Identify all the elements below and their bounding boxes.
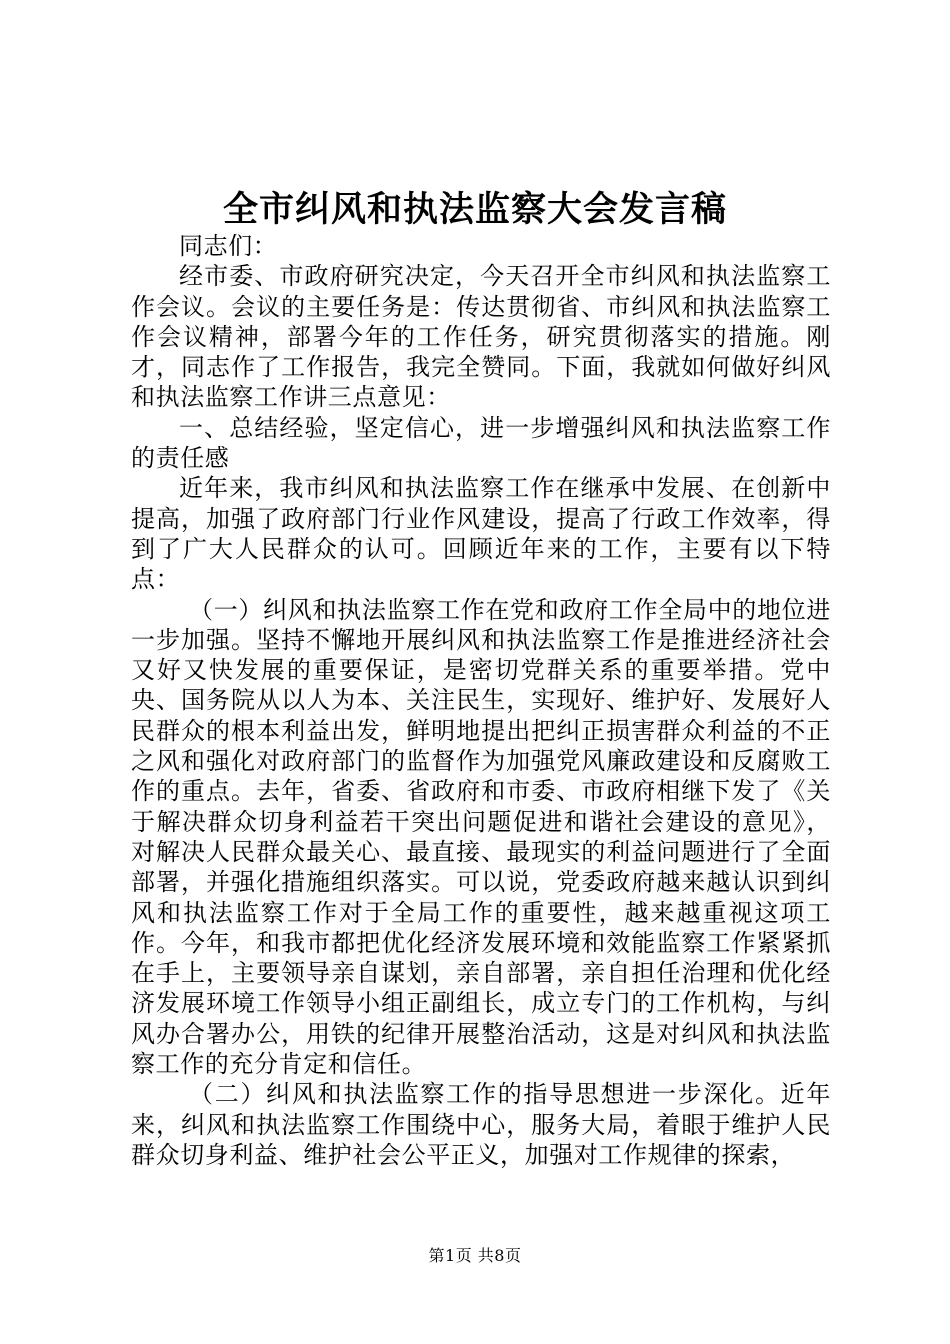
subsection-paragraph-1: （一）纠风和执法监察工作在党和政府工作全局中的地位进一步加强。坚持不懈地开展纠风和执法监察工作是推进经济社会又好又快发展的重要保证，是密切党群关系的重要举措。党中央、国务院从以人为本、关注民生，实现好、维护好、发展好人民群众的根本利益出发，鲜明地提出把纠正损害群众利益的不正之风和强化对政府部门的监督作为加强党风廉政建设和反腐败工作的重点。去年，省委、省政府和市委、市政府相继下发了《关于解决群众切身利益若干突出问题促进和谐社会建设的意见》，对解决人民群众最关心、最直接、最现实的利益问题进行了全面部署，并强化措施组织落实。可以说，党委政府越来越认识到纠风和执法监察工作对于全局工作的重要性，越来越重视这项工作。今年，和我市都把优化经济发展环境和效能监察工作紧紧抓在手上，主要领导亲自谋划，亲自部署，亲自担任治理和优化经济发展环境工作领导小组正副组长，成立专门的工作机构，与纠风办合署办公，用铁的纪律开展整治活动，这是对纠风和执法监察工作的充分肯定和信任。 [131,595,831,1079]
section-heading-1: 一、总结经验，坚定信心，进一步增强纠风和执法监察工作的责任感 [131,413,831,473]
body-paragraph: 近年来，我市纠风和执法监察工作在继承中发展、在创新中提高，加强了政府部门行业作风建设，提高了行政工作效率，得到了广大人民群众的认可。回顾近年来的工作，主要有以下特点： [131,474,831,594]
document-body [131,231,831,1170]
salutation-paragraph: 同志们： [179,232,278,260]
intro-paragraph: 经市委、市政府研究决定，今天召开全市纠风和执法监察工作会议。会议的主要任务是：传达贯彻省、市纠风和执法监察工作会议精神，部署今年的工作任务，研究贯彻落实的措施。刚才，同志作了工作报告，我完全赞同。下面，我就如何做好纠风和执法监察工作讲三点意见： [131,262,831,412]
subsection-paragraph-2: （二）纠风和执法监察工作的指导思想进一步深化。近年来，纠风和执法监察工作围绕中心，服务大局，着眼于维护人民群众切身利益、维护社会公平正义，加强对工作规律的探索， [131,1080,831,1169]
page-number-footer: 第1页 共8页 [428,1246,522,1265]
document-title: 全市纠风和执法监察大会发言稿 [222,189,727,230]
